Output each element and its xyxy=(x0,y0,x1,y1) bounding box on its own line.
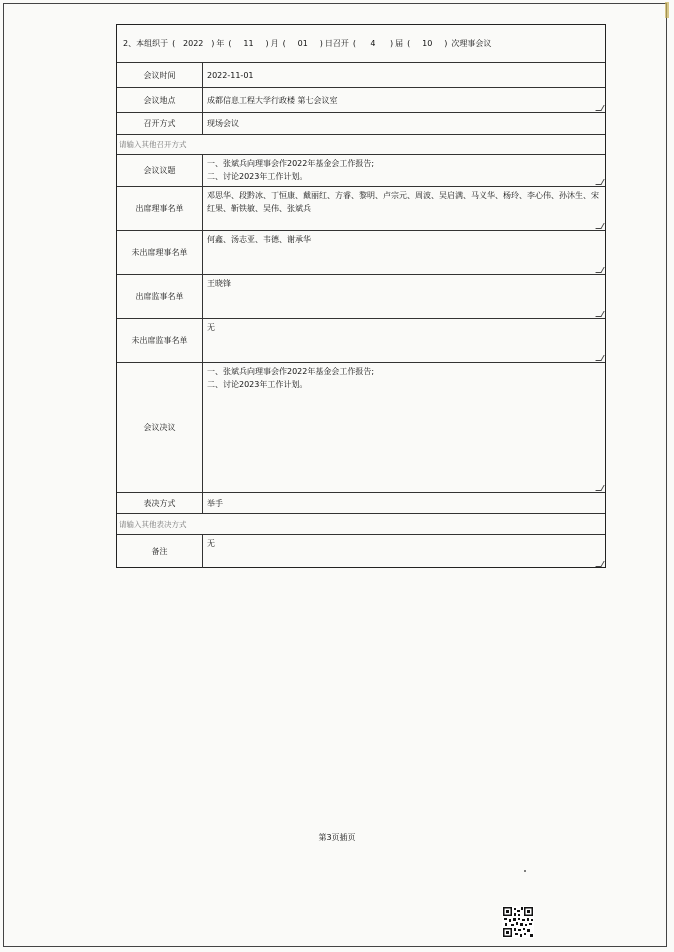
meeting-form xyxy=(116,24,606,568)
resolutions-line: 二、讨论2023年工作计划。 xyxy=(207,380,308,389)
year-unit: 年 xyxy=(216,39,225,48)
resize-grip-icon[interactable] xyxy=(595,179,604,185)
month-field[interactable]: 11 xyxy=(243,39,254,48)
absent-directors-value: 何鑫、汤志亚、韦德、谢承华 xyxy=(207,235,311,244)
row-vote-method xyxy=(117,493,605,514)
vote-method-select[interactable]: 举手 xyxy=(207,498,223,508)
topics-label: 会议议题 xyxy=(117,155,203,186)
resolutions-line: 一、张斌兵向理事会作2022年基金会工作报告; xyxy=(207,367,375,376)
row-resolutions xyxy=(117,363,605,493)
topics-line: 二、讨论2023年工作计划。 xyxy=(207,172,308,181)
absent-directors-label: 未出席理事名单 xyxy=(117,231,203,274)
absent-directors-field[interactable] xyxy=(203,231,605,274)
place-label: 会议地点 xyxy=(117,88,203,112)
paren: ( xyxy=(352,39,356,48)
paren: ) xyxy=(265,39,269,48)
method-select[interactable]: 现场会议 xyxy=(207,119,239,128)
resize-grip-icon[interactable] xyxy=(595,561,604,567)
resolutions-field[interactable] xyxy=(203,363,605,492)
paren: ) xyxy=(389,39,394,48)
row-remarks xyxy=(117,535,605,568)
session-field[interactable]: 4 xyxy=(370,39,376,48)
edge-mark xyxy=(665,2,669,18)
time-field[interactable]: 2022-11-01 xyxy=(207,70,254,80)
qr-code-icon xyxy=(502,906,534,938)
row-present-directors xyxy=(117,187,605,231)
topics-line: 一、张斌兵向理事会作2022年基金会工作报告; xyxy=(207,159,375,168)
row-topics xyxy=(117,155,605,187)
method-other-placeholder: 请输入其他召开方式 xyxy=(119,140,187,149)
paren: ( xyxy=(228,39,232,48)
paren: ) xyxy=(319,39,323,48)
method-label: 召开方式 xyxy=(117,113,203,134)
present-directors-value: 邓思华、段黔冰、丁恒康、戴丽红、方睿、黎明、卢宗元、周波、吴启满、马义华、杨玲、李心伟、孙沐生、宋红果、靳铁敏、吴伟、张斌兵 xyxy=(207,191,599,213)
present-supervisors-field[interactable] xyxy=(203,275,605,318)
vote-method-label: 表决方式 xyxy=(117,493,203,513)
present-directors-field[interactable] xyxy=(203,187,605,230)
paren: ( xyxy=(407,39,411,48)
row-absent-supervisors xyxy=(117,319,605,363)
present-supervisors-label: 出席监事名单 xyxy=(117,275,203,318)
session-unit: 届 xyxy=(395,39,404,48)
paren: ( xyxy=(172,39,176,48)
row-time xyxy=(117,63,605,88)
absent-supervisors-field[interactable] xyxy=(203,319,605,362)
row-present-supervisors xyxy=(117,275,605,319)
present-supervisors-value: 王晓锋 xyxy=(207,279,231,288)
day-unit: 日召开 xyxy=(324,39,349,48)
present-directors-label: 出席理事名单 xyxy=(117,187,203,230)
day-field[interactable]: 01 xyxy=(297,39,308,48)
month-unit: 月 xyxy=(270,39,279,48)
remarks-value: 无 xyxy=(207,539,215,548)
topics-field[interactable] xyxy=(203,155,605,186)
header-prefix: 2、本组织于 xyxy=(123,39,169,48)
time-label: 会议时间 xyxy=(117,63,203,87)
vote-other-input[interactable] xyxy=(117,514,605,535)
resolutions-label: 会议决议 xyxy=(117,363,203,492)
row-method xyxy=(117,113,605,135)
resize-grip-icon[interactable] xyxy=(595,485,604,491)
remarks-label: 备注 xyxy=(117,535,203,568)
row-place xyxy=(117,88,605,113)
resize-grip-icon[interactable] xyxy=(595,355,604,361)
place-value: 成都信息工程大学行政楼 第七会议室 xyxy=(207,95,338,105)
paren: ( xyxy=(282,39,286,48)
remarks-field[interactable] xyxy=(203,535,605,568)
resize-grip-icon[interactable] xyxy=(595,311,604,317)
absent-supervisors-label: 未出席监事名单 xyxy=(117,319,203,362)
resize-grip-icon[interactable] xyxy=(595,223,604,229)
vote-other-placeholder: 请输入其他表决方式 xyxy=(119,519,187,529)
paren: ) xyxy=(444,39,448,48)
resize-grip-icon[interactable] xyxy=(595,267,604,273)
page-number: 第3页插页 xyxy=(318,833,356,842)
row-absent-directors xyxy=(117,231,605,275)
method-other-input[interactable] xyxy=(117,135,605,155)
meeting-unit: 次理事会议 xyxy=(451,39,492,48)
meeting-no-field[interactable]: 10 xyxy=(422,39,433,48)
absent-supervisors-value: 无 xyxy=(207,323,215,332)
resize-grip-icon[interactable] xyxy=(595,105,604,111)
paren: ) xyxy=(211,39,215,48)
header-row xyxy=(117,25,605,63)
place-field[interactable] xyxy=(203,88,605,112)
scan-speck xyxy=(524,870,526,872)
year-field[interactable]: 2022 xyxy=(183,39,204,48)
